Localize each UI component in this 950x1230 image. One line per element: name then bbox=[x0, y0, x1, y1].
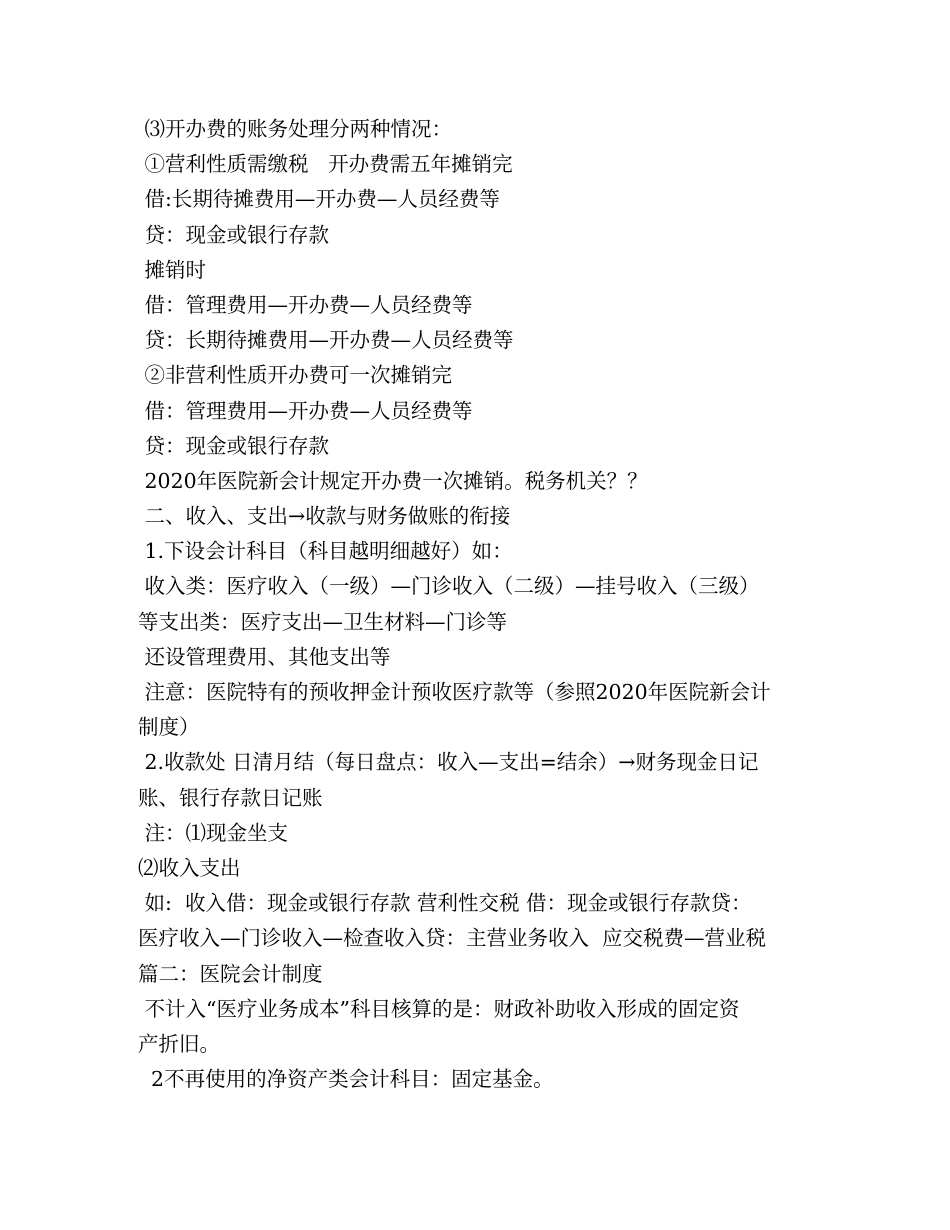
text-line: 等支出类：医疗支出—卫生材料—门诊等 bbox=[138, 609, 507, 634]
text-line: 2020年医院新会计规定开办费一次摊销。税务机关？？ bbox=[138, 468, 648, 493]
text-line: 2不再使用的净资产类会计科目：固定基金。 bbox=[138, 1067, 554, 1092]
text-line: 注意：医院特有的预收押金计预收医疗款等（参照2020年医院新会计 bbox=[138, 680, 771, 704]
text-line: 制度） bbox=[138, 715, 200, 740]
text-line: ②非营利性质开办费可一次摊销完 bbox=[138, 363, 453, 388]
text-line: 账、银行存款日记账 bbox=[138, 785, 323, 810]
text-line: 医疗收入—门诊收入—检查收入贷：主营业务收入 应交税费—营业税 bbox=[138, 926, 767, 951]
text-line: 2.收款处 日清月结（每日盘点：收入—支出=结余）→财务现金日记 bbox=[138, 750, 759, 775]
text-line: 摊销时 bbox=[138, 257, 207, 282]
text-line: ⑶开办费的账务处理分两种情况： bbox=[138, 117, 453, 141]
text-line: 产折旧。 bbox=[138, 1031, 220, 1056]
document-body bbox=[138, 112, 818, 1097]
text-line: 贷：长期待摊费用—开办费—人员经费等 bbox=[138, 328, 514, 353]
text-line: 还设管理费用、其他支出等 bbox=[138, 644, 391, 669]
text-line: ①营利性质需缴税 开办费需五年摊销完 bbox=[138, 152, 513, 177]
text-line: 注：⑴现金坐支 bbox=[138, 820, 289, 845]
text-line: 收入类：医疗收入（一级）—门诊收入（二级）—挂号收入（三级） bbox=[138, 574, 760, 599]
text-line: 不计入“医疗业务成本”科目核算的是：财政补助收入形成的固定资 bbox=[138, 996, 740, 1021]
text-line: 借:长期待摊费用—开办费—人员经费等 bbox=[138, 187, 500, 212]
text-line: 借：管理费用—开办费—人员经费等 bbox=[138, 292, 473, 317]
text-line: 贷：现金或银行存款 bbox=[138, 433, 330, 458]
text-line: 1.下设会计科目（科目越明细越好）如： bbox=[138, 539, 513, 564]
text-line: 如: 收入借：现金或银行存款 营利性交税 借：现金或银行存款贷： bbox=[138, 891, 752, 916]
text-line: 贷：现金或银行存款 bbox=[138, 222, 330, 247]
text-line: 借：管理费用—开办费—人员经费等 bbox=[138, 398, 473, 423]
text-line: ⑵收入支出 bbox=[138, 855, 241, 880]
text-line: 二、收入、支出→收款与财务做账的衔接 bbox=[138, 504, 511, 529]
text-line: 篇二：医院会计制度 bbox=[138, 961, 323, 986]
